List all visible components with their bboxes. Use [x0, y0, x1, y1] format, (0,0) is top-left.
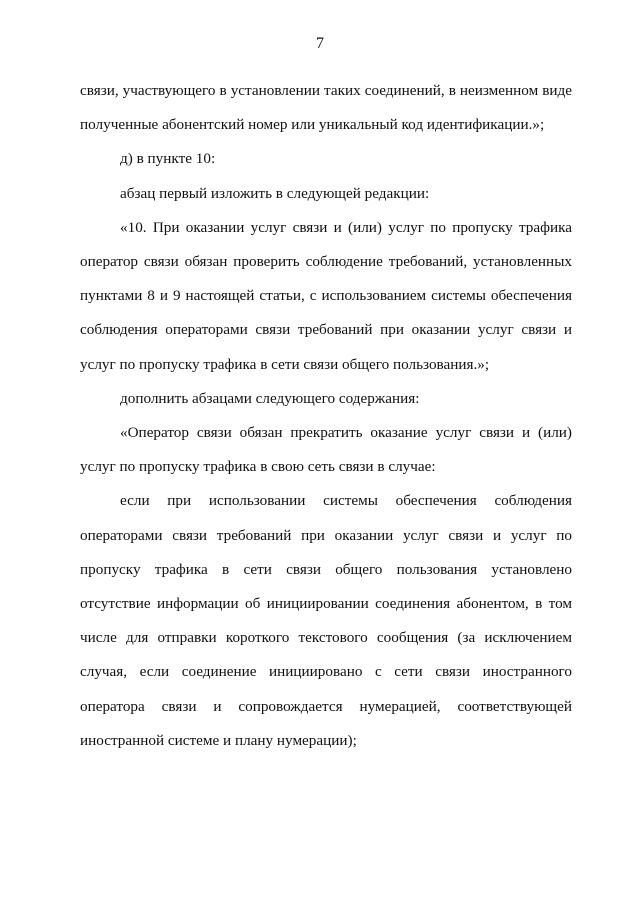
paragraph-item-d: д) в пункте 10:: [120, 150, 216, 168]
paragraph-if-condition: если при использовании системы обеспечения соблюдения операторами связи требований при оказании услуг связи и услуг по пропуску трафика в сети связи общего пользования установлено отсутствие информации об инициировании соединения абонентом, в том числе для отправки короткого текстового сообщения (за исключением случая, если соединение инициировано с сети связи иностранного оператора связи и сопровождается нумерацией, соответствующей иностранной системе и плану нумерации);: [80, 492, 572, 749]
paragraph-operator-obliged: «Оператор связи обязан прекратить оказание услуг связи и (или) услуг по пропуску трафика в свою сеть связи в случае:: [80, 424, 572, 476]
paragraph-clause-10: «10. При оказании услуг связи и (или) услуг по пропуску трафика оператор связи обязан проверить соблюдение требований, установленных пунктами 8 и 9 настоящей статьи, с использованием системы обеспечения соблюдения операторами связи требований при оказании услуг связи и услуг по пропуску трафика в сети связи общего пользования.»;: [80, 218, 572, 373]
paragraph-continuation: связи, участвующего в установлении таких соединений, в неизменном виде полученные абонентский номер или уникальный код идентификации.»;: [80, 82, 572, 134]
page-number: 7: [316, 35, 324, 52]
paragraph-add-abzacs: дополнить абзацами следующего содержания:: [120, 389, 420, 407]
document-body: [80, 74, 572, 758]
paragraph-first-abzac: абзац первый изложить в следующей редакции:: [120, 184, 430, 202]
